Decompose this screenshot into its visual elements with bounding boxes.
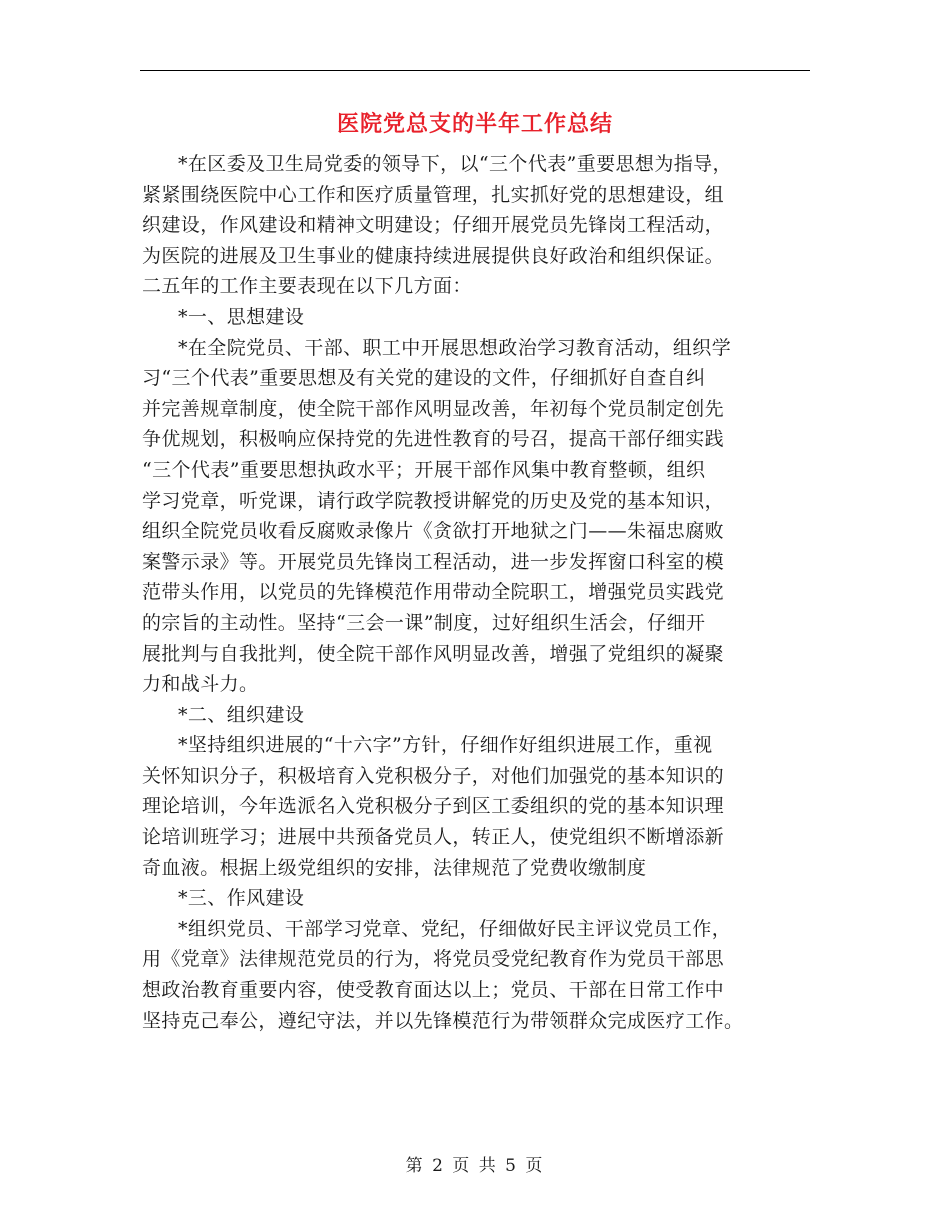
text-line: *组织党员、干部学习党章、党纪，仔细做好民主评议党员工作， [178, 917, 732, 940]
text-line: 奇血液。根据上级党组织的安排，法律规范了党费收缴制度 [142, 856, 647, 879]
text-line: 力和战斗力。 [142, 673, 259, 696]
text-line: 织建设，作风建设和精神文明建设；仔细开展党员先锋岗工程活动， [142, 214, 725, 237]
text-line: 的宗旨的主动性。坚持“三会一课”制度，过好组织生活会，仔细开 [142, 611, 706, 634]
text-line: 关怀知识分子，积极培育入党积极分子，对他们加强党的基本知识的 [142, 764, 725, 787]
text-line: 二五年的工作主要表现在以下几方面： [142, 275, 472, 298]
text-line: “三个代表”重要思想执政水平；开展干部作风集中教育整顿，组织 [142, 458, 706, 481]
text-line: 组织全院党员收看反腐败录像片《贪欲打开地狱之门——朱福忠腐败 [142, 520, 725, 543]
text-line: *三、作风建设 [178, 887, 305, 910]
text-line: 为医院的进展及卫生事业的健康持续进展提供良好政治和组织保证。 [142, 244, 725, 267]
text-line: *在区委及卫生局党委的领导下，以“三个代表”重要思想为指导， [178, 153, 732, 175]
text-line: *在全院党员、干部、职工中开展思想政治学习教育活动，组织学 [178, 336, 732, 359]
text-line: 紧紧围绕医院中心工作和医疗质量管理，扎实抓好党的思想建设，组 [142, 183, 725, 206]
text-line: 学习党章，听党课，请行政学院教授讲解党的历史及党的基本知识， [142, 489, 725, 512]
header-rule [140, 70, 810, 71]
text-line: *一、思想建设 [178, 305, 305, 328]
text-line: 并完善规章制度，使全院干部作风明显改善，年初每个党员制定创先 [142, 397, 725, 420]
text-line: 想政治教育重要内容，使受教育面达以上；党员、干部在日常工作中 [142, 979, 725, 1002]
text-line: 坚持克己奉公，遵纪守法，并以先锋模范行为带领群众完成医疗工作。 [142, 1009, 744, 1032]
document-title: 医院党总支的半年工作总结 [336, 111, 613, 137]
text-line: 理论培训，今年选派名入党积极分子到区工委组织的党的基本知识理 [142, 795, 725, 818]
text-line: 习“三个代表”重要思想及有关党的建设的文件，仔细抓好自查自纠 [142, 367, 706, 390]
document-body [142, 149, 822, 1036]
text-line: 用《党章》法律规范党员的行为，将党员受党纪教育作为党员干部思 [142, 948, 725, 971]
page-footer: 第 2 页 共 5 页 [405, 1156, 545, 1176]
text-line: 案警示录》等。开展党员先锋岗工程活动，进一步发挥窗口科室的模 [142, 550, 725, 573]
text-line: 论培训班学习；进展中共预备党员人，转正人，使党组织不断增添新 [142, 826, 725, 849]
text-line: 展批判与自我批判，使全院干部作风明显改善，增强了党组织的凝聚 [142, 642, 725, 665]
text-line: 范带头作用，以党员的先锋模范作用带动全院职工，增强党员实践党 [142, 581, 725, 604]
text-line: *坚持组织进展的“十六字”方针，仔细作好组织进展工作，重视 [178, 734, 713, 757]
text-line: *二、组织建设 [178, 703, 305, 726]
text-line: 争优规划，积极响应保持党的先进性教育的号召，提高干部仔细实践 [142, 428, 725, 451]
